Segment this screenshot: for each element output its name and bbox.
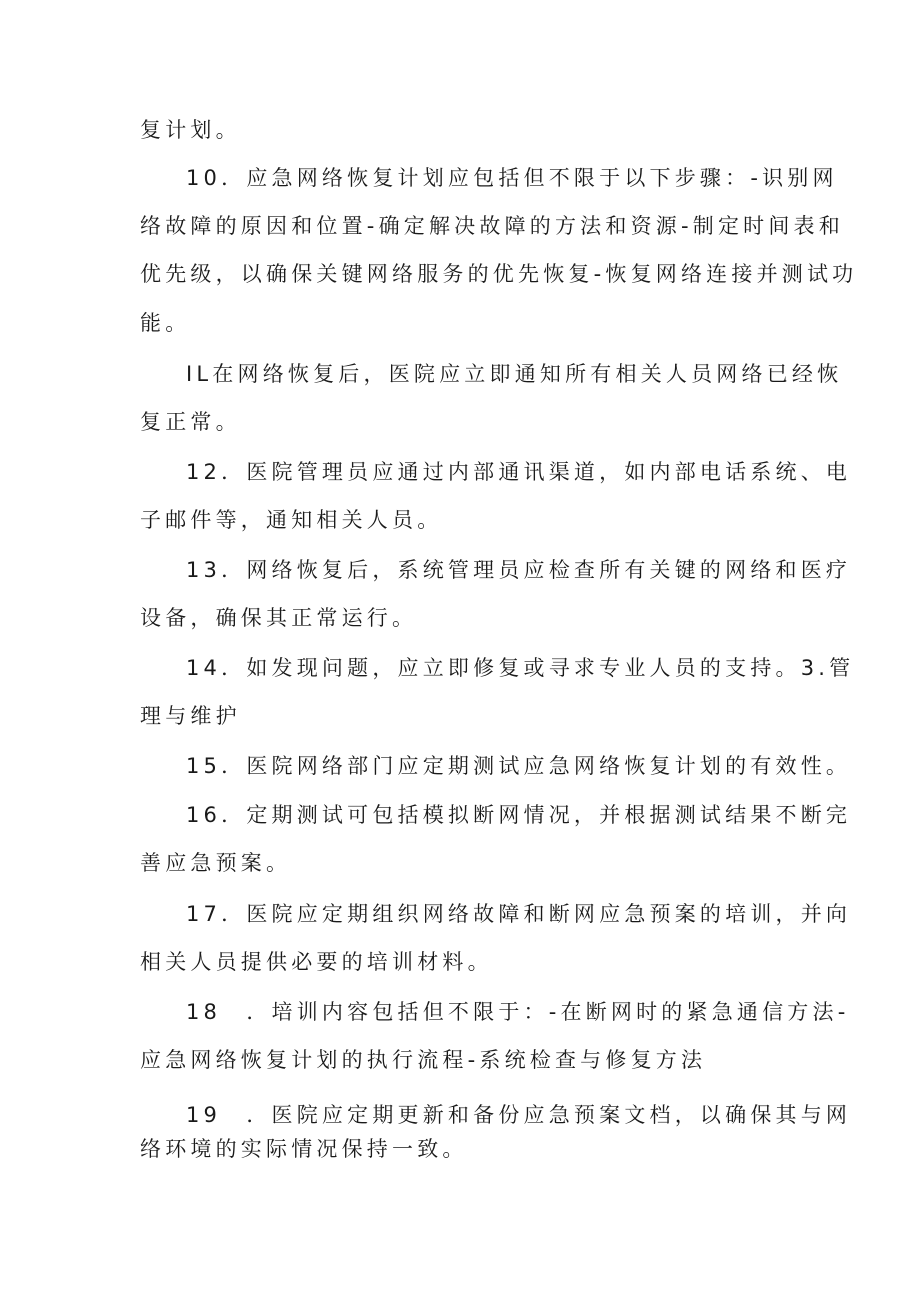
- text-line: 19 ．医院应定期更新和备份应急预案文档，以确保其与网: [186, 1103, 852, 1127]
- text-line: 优先级，以确保关键网络服务的优先恢复-恢复网络连接并测试功: [140, 262, 858, 286]
- text-line: 16．定期测试可包括模拟断网情况，并根据测试结果不断完: [186, 803, 852, 827]
- text-line: 10．应急网络恢复计划应包括但不限于以下步骤：-识别网: [186, 166, 838, 190]
- text-line: 理与维护: [140, 704, 241, 728]
- text-line: 18 ．培训内容包括但不限于：-在断网时的紧急通信方法-: [186, 1000, 850, 1024]
- text-line: 络环境的实际情况保持一致。: [140, 1137, 468, 1161]
- text-line: 15．医院网络部门应定期测试应急网络恢复计划的有效性。: [186, 754, 852, 778]
- text-line: 13．网络恢复后，系统管理员应检查所有关键的网络和医疗: [186, 558, 852, 582]
- text-line: 复正常。: [140, 410, 241, 434]
- text-line: 子邮件等，通知相关人员。: [140, 508, 443, 532]
- text-line: 14．如发现问题，应立即修复或寻求专业人员的支持。3.管: [186, 656, 855, 680]
- text-line: 善应急预案。: [140, 851, 292, 875]
- text-line: 17．医院应定期组织网络故障和断网应急预案的培训，并向: [186, 902, 852, 926]
- text-line: IL在网络恢复后，医院应立即通知所有相关人员网络已经恢: [186, 362, 843, 386]
- text-line: 12．医院管理员应通过内部通讯渠道，如内部电话系统、电: [186, 460, 852, 484]
- text-line: 设备，确保其正常运行。: [140, 606, 418, 630]
- text-line: 复计划。: [140, 118, 241, 142]
- text-line: 络故障的原因和位置-确定解决故障的方法和资源-制定时间表和: [140, 214, 844, 238]
- text-line: 相关人员提供必要的培训材料。: [140, 950, 493, 974]
- text-line: 应急网络恢复计划的执行流程-系统检查与修复方法: [140, 1048, 707, 1072]
- text-line: 能。: [140, 311, 191, 335]
